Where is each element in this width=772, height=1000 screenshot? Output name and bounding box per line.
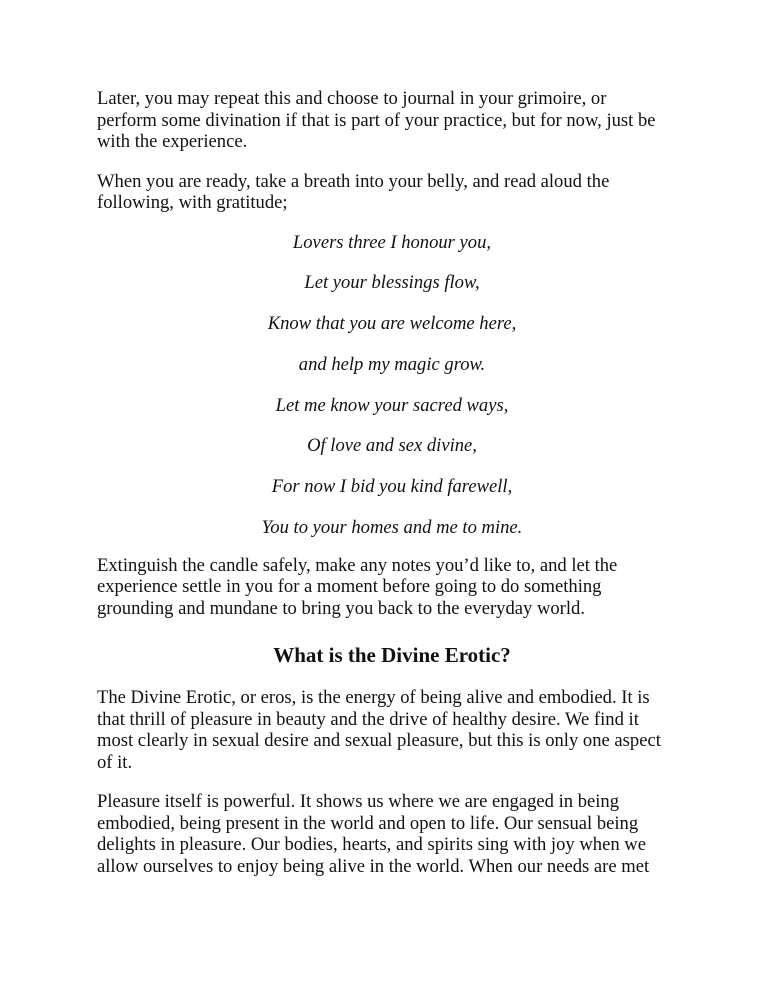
poem-line: You to your homes and me to mine.	[261, 517, 523, 539]
text-line: that thrill of pleasure in beauty and the drive of healthy desire. We find it	[97, 708, 639, 730]
section-heading: What is the Divine Erotic?	[273, 643, 511, 668]
text-line: When you are ready, take a breath into your belly, and read aloud the	[97, 170, 610, 192]
poem-line: Lovers three I honour you,	[292, 231, 492, 253]
document-page	[97, 88, 687, 895]
text-line: Extinguish the candle safely, make any notes you’d like to, and let the	[97, 554, 618, 576]
text-line: Later, you may repeat this and choose to journal in your grimoire, or	[97, 88, 607, 109]
poem-line: Let me know your sacred ways,	[275, 394, 509, 416]
text-line: delights in pleasure. Our bodies, hearts, and spirits sing with joy when we	[97, 834, 646, 856]
paragraph-divine-erotic	[97, 687, 687, 773]
text-line: allow ourselves to enjoy being alive in the world. When our needs are met	[97, 855, 650, 877]
paragraph-pleasure	[97, 791, 687, 877]
text-line: following, with gratitude;	[97, 192, 288, 213]
text-line: The Divine Erotic, or eros, is the energy of being alive and embodied. It is	[97, 687, 650, 709]
text-line: embodied, being present in the world and open to life. Our sensual being	[97, 812, 639, 834]
text-line: perform some divination if that is part of your practice, but for now, just be	[97, 109, 656, 131]
poem-line: Of love and sex divine,	[307, 435, 477, 457]
poem-line: For now I bid you kind farewell,	[271, 476, 513, 498]
text-line: experience settle in you for a moment before going to do something	[97, 576, 602, 598]
text-line: with the experience.	[97, 131, 248, 152]
poem-line: Know that you are welcome here,	[267, 313, 517, 335]
paragraph-breath	[97, 171, 687, 214]
poem-line: Let your blessings flow,	[304, 272, 480, 294]
poem-line: and help my magic grow.	[298, 353, 486, 375]
paragraph-journal	[97, 88, 687, 153]
paragraph-extinguish	[97, 555, 687, 620]
text-line: Pleasure itself is powerful. It shows us where we are engaged in being	[97, 791, 620, 813]
text-line: of it.	[97, 751, 133, 773]
text-line: grounding and mundane to bring you back to the everyday world.	[97, 597, 585, 619]
poem-block	[97, 232, 687, 539]
text-line: most clearly in sexual desire and sexual pleasure, but this is only one aspect	[97, 730, 661, 752]
